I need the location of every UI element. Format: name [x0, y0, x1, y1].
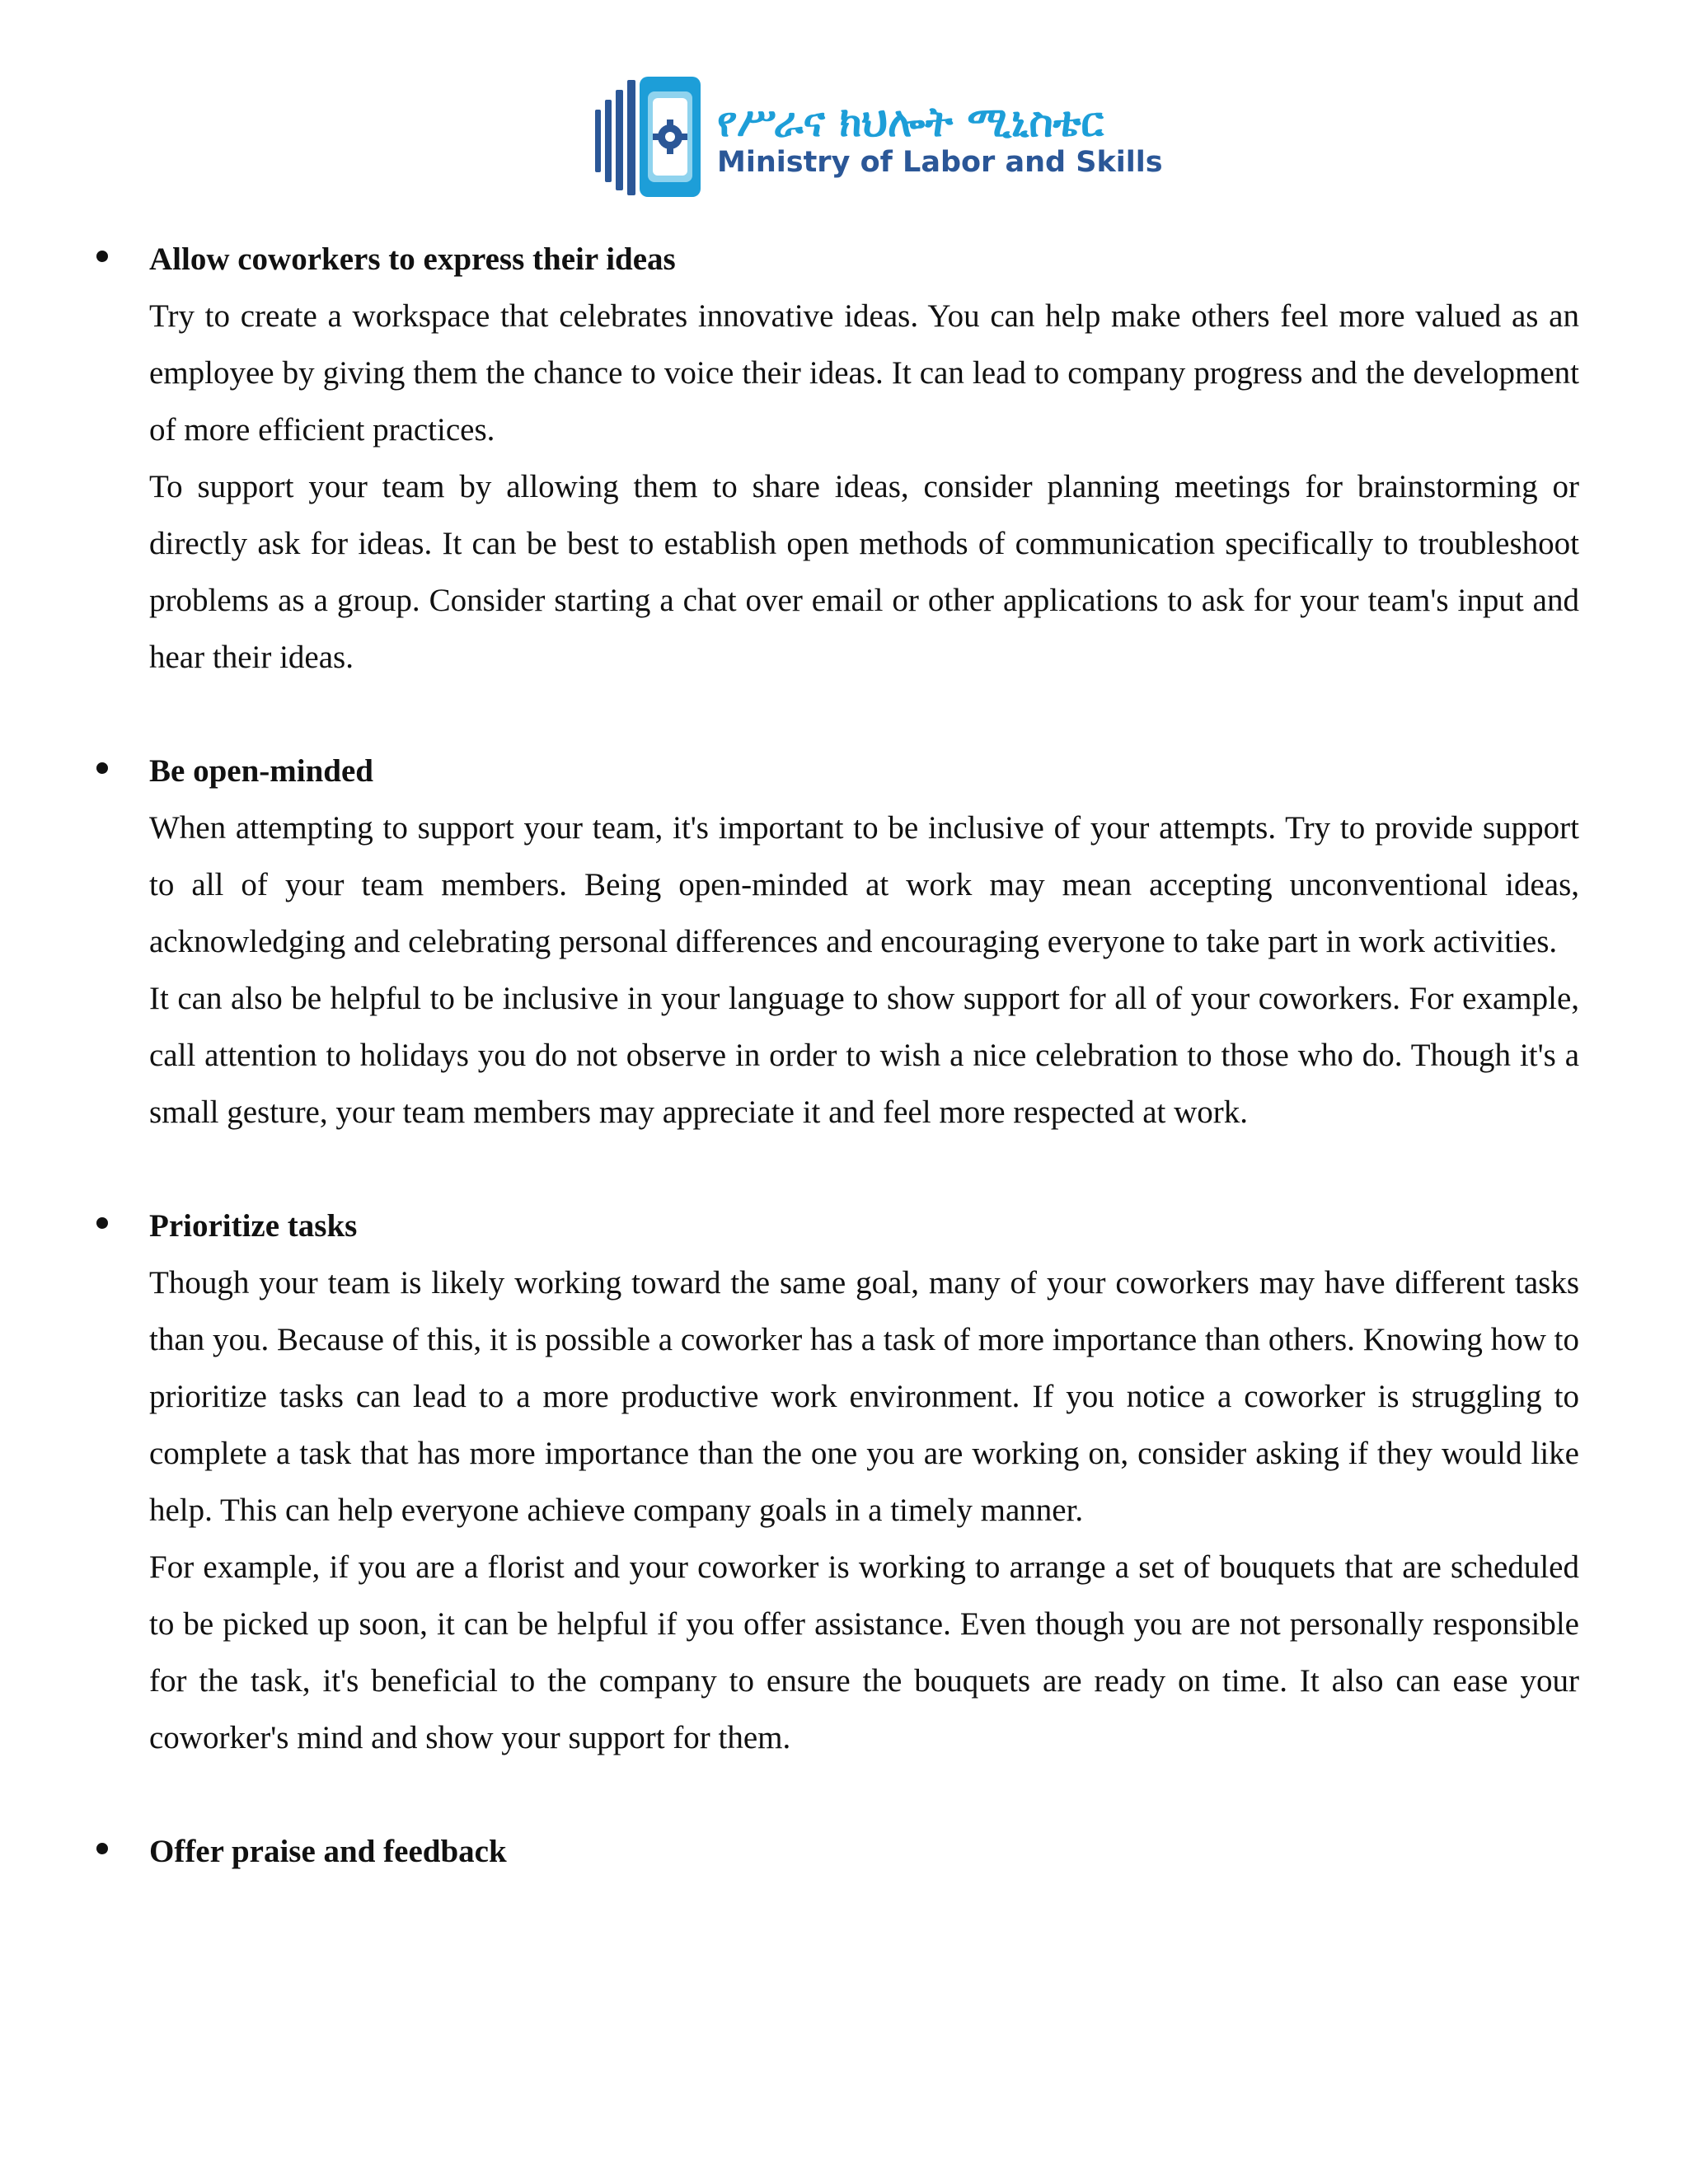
logo-text: [717, 98, 1163, 180]
section-be-open-minded: [0, 743, 1688, 1141]
section-heading: Allow coworkers to express their ideas: [149, 241, 676, 277]
section-paragraph: Try to create a workspace that celebrates innovative ideas. You can help make others feel more valued as an employee by giving them the chance to voice their ideas. It can lead to company progress and the development of more efficient practices.: [149, 298, 1579, 448]
bullet-icon: [96, 762, 108, 774]
bullet-icon: [96, 1217, 108, 1229]
section-paragraph: To support your team by allowing them to share ideas, consider planning meetings for brainstorming or directly ask for ideas. It can be best to establish open methods of communication specifically to troubleshoot problems as a group. Consider starting a chat over email or other applications to ask for your team's input and hear their ideas.: [149, 469, 1579, 675]
section-heading: Be open-minded: [149, 753, 373, 789]
section-prioritize-tasks: [0, 1197, 1688, 1766]
section-paragraph: For example, if you are a florist and your coworker is working to arrange a set of bouquets that are scheduled to be picked up soon, it can be helpful if you offer assistance. Even though you are not personally responsible for the task, it's beneficial to the company to ensure the bouquets are ready on time. It also can ease your coworker's mind and show your support for them.: [149, 1549, 1579, 1755]
document-body: [0, 231, 1688, 1937]
section-paragraph: Though your team is likely working toward the same goal, many of your coworkers may have different tasks than you. Because of this, it is possible a coworker has a task of more importance than others. Knowing how to prioritize tasks can lead to a more productive work environment. If you notice a coworker is struggling to complete a task that has more importance than the one you are working on, consider asking if they would like help. This can help everyone achieve company goals in a timely manner.: [149, 1265, 1579, 1528]
section-offer-praise-feedback: [0, 1823, 1688, 1880]
logo-amharic-name: የሥራና ክህሎት ሚኒስቴር: [717, 98, 1104, 146]
section-paragraph: It can also be helpful to be inclusive in your language to show support for all of your coworkers. For example, call attention to holidays you do not observe in order to wish a nice celebration to those who do. Though it's a small gesture, your team members may appreciate it and feel more respected at work.: [149, 981, 1579, 1130]
bullet-icon: [96, 1843, 108, 1854]
ministry-book-gear-icon: [593, 75, 713, 199]
logo-english-name: Ministry of Labor and Skills: [717, 146, 1163, 179]
bullet-icon: [96, 251, 108, 262]
section-paragraph: When attempting to support your team, it's important to be inclusive of your attempts. Try to provide support to all of your team members. Being open-minded at work may mean accepting unconventional ideas, acknowledging and celebrating personal differences and encouraging everyone to take part in work activities.: [149, 810, 1579, 959]
ministry-logo: [593, 70, 1163, 210]
section-allow-coworkers-ideas: [0, 231, 1688, 686]
section-heading: Offer praise and feedback: [149, 1834, 507, 1869]
section-heading: Prioritize tasks: [149, 1208, 358, 1244]
